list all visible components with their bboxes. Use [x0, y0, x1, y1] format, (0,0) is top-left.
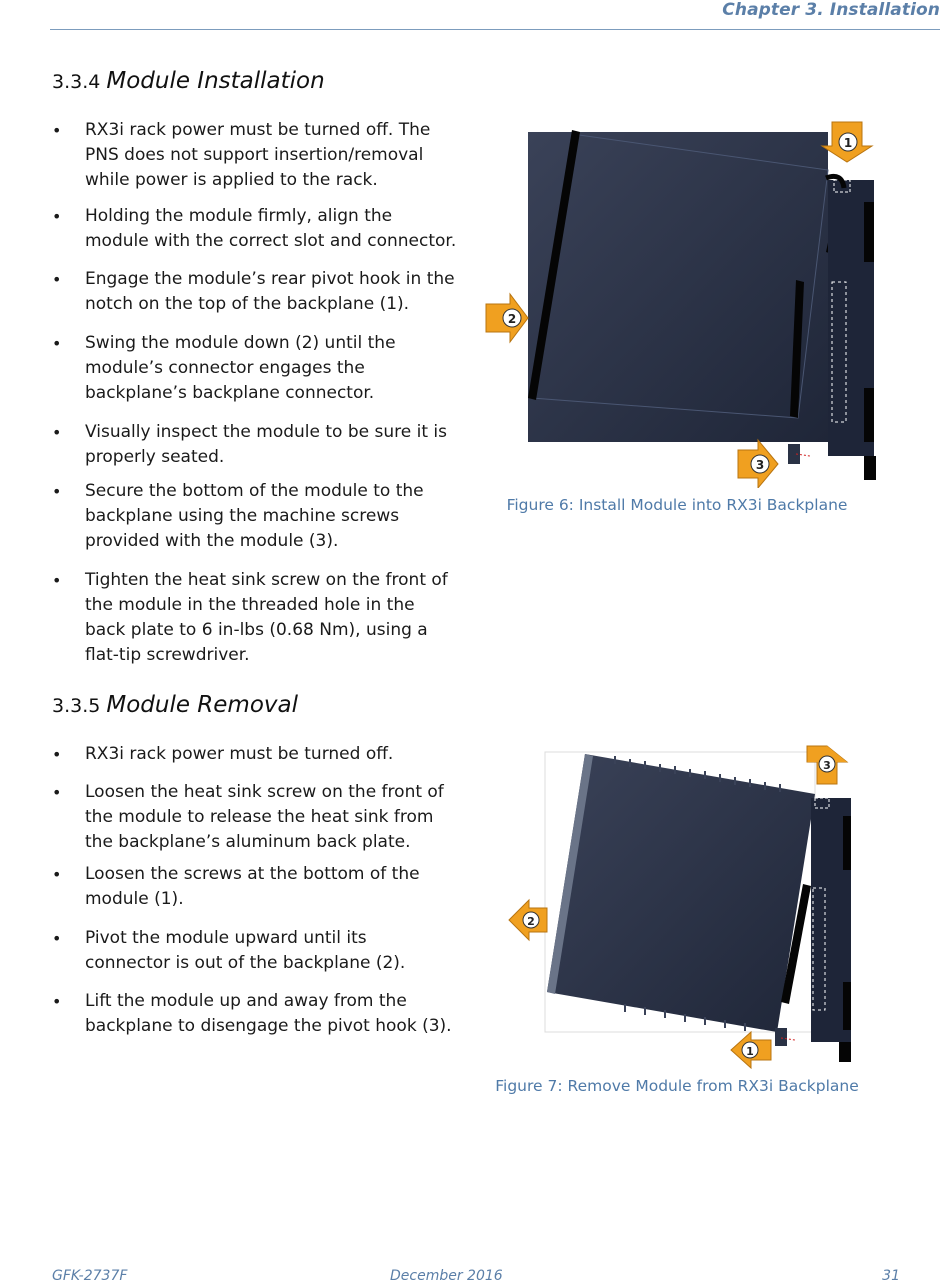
section-number: 3.3.4: [52, 71, 101, 93]
figure6-caption: Figure 6: Install Module into RX3i Backplane: [506, 496, 848, 514]
figure-remove-module: [505, 742, 860, 1072]
callout-arrow-3: [738, 440, 778, 488]
callout-label: 1: [746, 1045, 754, 1058]
section-title-install: [52, 68, 325, 94]
page-header: [50, 0, 940, 30]
list-item: • Visually inspect the module to be sure it is properly seated.: [52, 420, 457, 470]
footer-date: December 2016: [390, 1268, 503, 1284]
callout-arrow-2: [486, 294, 528, 342]
callout-arrow-1: [731, 1032, 771, 1068]
list-item: • RX3i rack power must be turned off.: [52, 742, 457, 767]
figure7-caption: Figure 7: Remove Module from RX3i Backplane: [495, 1077, 859, 1095]
list-item: • Secure the bottom of the module to the backplane using the machine screws provided with the module (3).: [52, 479, 457, 554]
section-title-remove: [52, 692, 298, 718]
section-name: Module Installation: [106, 68, 325, 94]
callout-label: 1: [843, 136, 853, 150]
callout-label: 3: [755, 458, 765, 472]
figure-install-module: [480, 118, 880, 488]
callout-label: 2: [527, 915, 535, 928]
removal-steps-list: [52, 742, 457, 1039]
list-item: • Loosen the heat sink screw on the front of the module to release the heat sink from the backplane’s aluminum back plate.: [52, 780, 457, 855]
list-item: • Engage the module’s rear pivot hook in the notch on the top of the backplane (1).: [52, 267, 457, 317]
list-item: • Lift the module up and away from the backplane to disengage the pivot hook (3).: [52, 989, 457, 1039]
callout-arrow-3: [807, 746, 847, 784]
module-body: [547, 754, 815, 1032]
callout-label: 2: [507, 312, 517, 326]
module-body: [528, 130, 840, 442]
list-item: • Loosen the screws at the bottom of the module (1).: [52, 862, 457, 912]
list-item: • Swing the module down (2) until the module’s connector engages the backplane’s backplane connector.: [52, 331, 457, 406]
section-name: Module Removal: [106, 692, 299, 718]
footer-page-number: 31: [882, 1268, 900, 1284]
list-item: • Tighten the heat sink screw on the front of the module in the threaded hole in the back plate to 6 in-lbs (0.68 Nm), using a flat-tip screwdriver.: [52, 568, 457, 668]
callout-label: 3: [823, 759, 831, 772]
callout-arrow-2: [509, 900, 547, 940]
chapter-title: Chapter 3. Installation: [722, 0, 940, 20]
footer-doc-id: GFK-2737F: [52, 1268, 128, 1284]
install-steps-list: [52, 118, 457, 668]
section-number: 3.3.5: [52, 695, 101, 717]
callout-arrow-1: [822, 122, 872, 162]
list-item: • Holding the module firmly, align the module with the correct slot and connector.: [52, 204, 457, 254]
list-item: • RX3i rack power must be turned off. The PNS does not support insertion/removal while power is applied to the rack.: [52, 118, 457, 193]
list-item: • Pivot the module upward until its connector is out of the backplane (2).: [52, 926, 457, 976]
